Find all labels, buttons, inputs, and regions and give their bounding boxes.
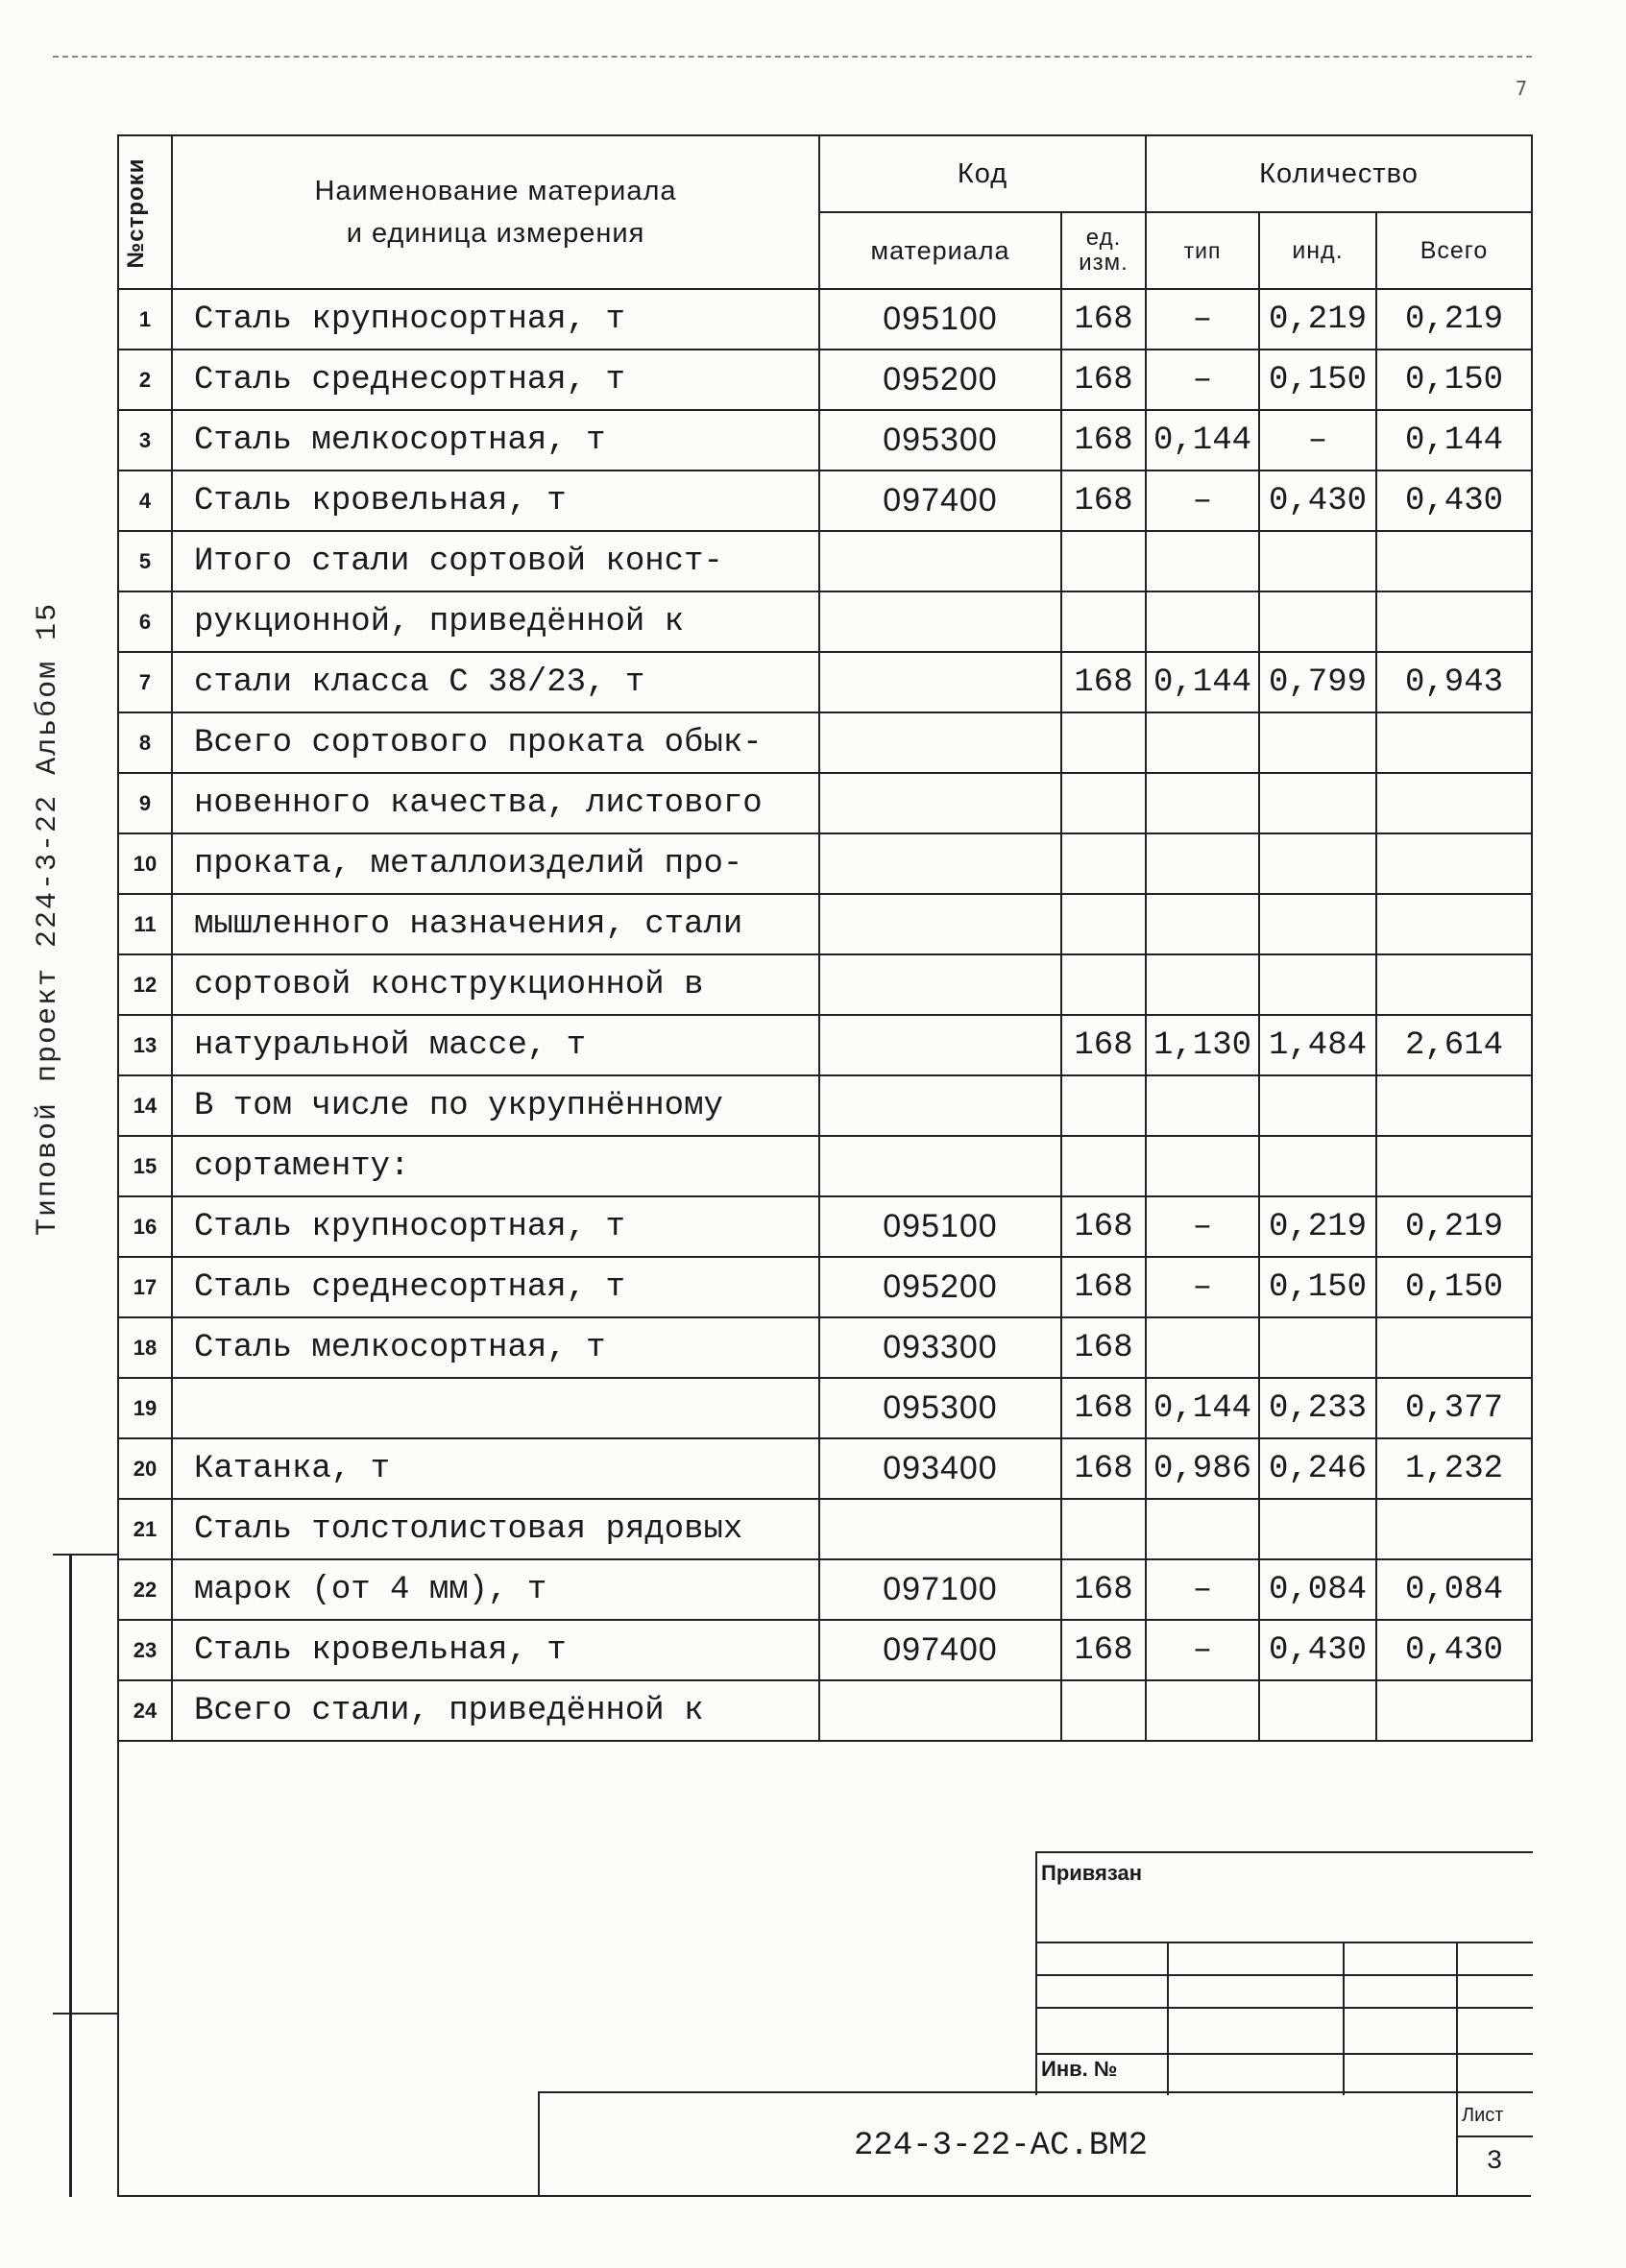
qty-type-cell: – [1146, 1257, 1259, 1317]
unit-code-cell [1061, 1136, 1146, 1196]
side-stamp-text: Типовой проект 224-3-22 Альбом 15 [32, 601, 64, 1236]
row-number-cell: 1 [118, 289, 172, 350]
material-code-cell: 097400 [819, 1620, 1061, 1680]
material-name-cell: Сталь мелкосортная, т [172, 1317, 819, 1378]
row-number-cell: 21 [118, 1499, 172, 1559]
qty-ind-cell: 0,150 [1259, 350, 1376, 410]
qty-type-cell [1146, 531, 1259, 591]
header-code: Код [819, 135, 1146, 212]
qty-ind-cell: 0,150 [1259, 1257, 1376, 1317]
unit-code-cell: 168 [1061, 1438, 1146, 1499]
row-number-cell: 12 [118, 954, 172, 1015]
material-code-cell [819, 652, 1061, 712]
table-row [118, 1499, 1532, 1559]
material-name-cell: натуральной массе, т [172, 1015, 819, 1075]
row-number-cell: 17 [118, 1257, 172, 1317]
table-row [118, 1680, 1532, 1741]
qty-type-cell: 0,144 [1146, 1378, 1259, 1438]
row-number-cell: 16 [118, 1196, 172, 1257]
row-number-cell: 13 [118, 1015, 172, 1075]
qty-total-cell: 0,430 [1376, 470, 1532, 531]
unit-code-cell [1061, 894, 1146, 954]
row-number-cell: 5 [118, 531, 172, 591]
table-row [118, 531, 1532, 591]
material-code-cell [819, 1075, 1061, 1136]
qty-total-cell [1376, 1680, 1532, 1741]
qty-type-cell [1146, 833, 1259, 894]
qty-ind-cell: 0,799 [1259, 652, 1376, 712]
table-row [118, 1620, 1532, 1680]
row-number-cell: 15 [118, 1136, 172, 1196]
material-code-cell: 093300 [819, 1317, 1061, 1378]
qty-ind-cell: 0,219 [1259, 1196, 1376, 1257]
row-number-cell: 18 [118, 1317, 172, 1378]
material-code-cell [819, 894, 1061, 954]
qty-type-cell [1146, 1680, 1259, 1741]
qty-total-cell: 0,150 [1376, 350, 1532, 410]
table-row [118, 1378, 1532, 1438]
material-name-cell: марок (от 4 мм), т [172, 1559, 819, 1620]
row-number-cell: 23 [118, 1620, 172, 1680]
qty-total-cell [1376, 954, 1532, 1015]
document-code: 224-3-22-АС.ВМ2 [853, 2128, 1149, 2164]
table-row [118, 350, 1532, 410]
material-code-cell: 093400 [819, 1438, 1061, 1499]
qty-ind-cell: 0,430 [1259, 1620, 1376, 1680]
qty-total-cell [1376, 591, 1532, 652]
row-number-cell: 10 [118, 833, 172, 894]
qty-type-cell [1146, 1317, 1259, 1378]
margin-vertical-line [69, 1554, 72, 2197]
unit-code-cell [1061, 1499, 1146, 1559]
table-row [118, 954, 1532, 1015]
qty-ind-cell [1259, 1136, 1376, 1196]
qty-total-cell [1376, 1136, 1532, 1196]
unit-code-cell: 168 [1061, 1196, 1146, 1257]
qty-type-cell [1146, 1136, 1259, 1196]
material-name-cell: Сталь толстолистовая рядовых [172, 1499, 819, 1559]
title-block [538, 2091, 1533, 2197]
material-name-cell: новенного качества, листового [172, 773, 819, 833]
material-code-cell [819, 1680, 1061, 1741]
qty-type-cell: 0,986 [1146, 1438, 1259, 1499]
material-name-cell: Сталь крупносортная, т [172, 289, 819, 350]
qty-type-cell: – [1146, 1196, 1259, 1257]
row-number-cell: 4 [118, 470, 172, 531]
row-number-cell: 8 [118, 712, 172, 773]
sheet-number: 3 [1486, 2147, 1503, 2177]
table-row [118, 1559, 1532, 1620]
material-code-cell [819, 773, 1061, 833]
material-name-cell: Сталь мелкосортная, т [172, 410, 819, 470]
unit-code-cell: 168 [1061, 410, 1146, 470]
material-name-cell: Итого стали сортовой конст- [172, 531, 819, 591]
qty-ind-cell: 0,219 [1259, 289, 1376, 350]
unit-code-cell: 168 [1061, 470, 1146, 531]
row-number-cell: 20 [118, 1438, 172, 1499]
material-code-cell: 095100 [819, 289, 1061, 350]
qty-ind-cell [1259, 712, 1376, 773]
material-code-cell: 097100 [819, 1559, 1061, 1620]
qty-ind-cell [1259, 591, 1376, 652]
material-code-cell [819, 1015, 1061, 1075]
qty-ind-cell: 1,484 [1259, 1015, 1376, 1075]
material-name-cell: Всего сортового проката обык- [172, 712, 819, 773]
qty-total-cell [1376, 712, 1532, 773]
material-code-cell: 095300 [819, 1378, 1061, 1438]
stamp-inv-label: Инв. № [1041, 2057, 1118, 2081]
header-code-material: материала [819, 212, 1061, 289]
corner-mark: 7 [1516, 77, 1528, 100]
qty-type-cell [1146, 1499, 1259, 1559]
material-name-cell: Всего стали, приведённой к [172, 1680, 819, 1741]
margin-h-line [53, 1554, 118, 1556]
qty-type-cell: – [1146, 289, 1259, 350]
table-row [118, 470, 1532, 531]
material-name-cell: Сталь среднесортная, т [172, 1257, 819, 1317]
frame-left-line [117, 1554, 119, 2197]
qty-type-cell [1146, 591, 1259, 652]
row-number-cell: 19 [118, 1378, 172, 1438]
qty-type-cell: 1,130 [1146, 1015, 1259, 1075]
unit-code-cell [1061, 1680, 1146, 1741]
qty-type-cell: – [1146, 470, 1259, 531]
qty-ind-cell [1259, 1075, 1376, 1136]
qty-total-cell [1376, 1075, 1532, 1136]
header-quantity: Количество [1146, 135, 1532, 212]
material-name-cell: Сталь крупносортная, т [172, 1196, 819, 1257]
row-number-cell: 7 [118, 652, 172, 712]
material-name-cell: Сталь кровельная, т [172, 470, 819, 531]
header-material-name: Наименование материала и единица измерения [172, 135, 819, 289]
qty-type-cell [1146, 1075, 1259, 1136]
header-code-unit: ед. изм. [1061, 212, 1146, 289]
unit-code-cell: 168 [1061, 1620, 1146, 1680]
qty-type-cell [1146, 954, 1259, 1015]
row-number-cell: 24 [118, 1680, 172, 1741]
unit-code-cell [1061, 712, 1146, 773]
qty-total-cell: 0,430 [1376, 1620, 1532, 1680]
unit-code-cell: 168 [1061, 1015, 1146, 1075]
unit-code-cell: 168 [1061, 1257, 1146, 1317]
material-code-cell [819, 531, 1061, 591]
table-row [118, 1317, 1532, 1378]
table-row [118, 410, 1532, 470]
header-qty-type: тип [1146, 212, 1259, 289]
table-body [118, 289, 1532, 1741]
row-number-cell: 6 [118, 591, 172, 652]
unit-code-cell [1061, 954, 1146, 1015]
qty-total-cell [1376, 773, 1532, 833]
material-name-cell: Сталь среднесортная, т [172, 350, 819, 410]
table-row [118, 652, 1532, 712]
qty-ind-cell [1259, 833, 1376, 894]
material-code-cell [819, 1499, 1061, 1559]
qty-total-cell [1376, 1317, 1532, 1378]
sheet-label: Лист [1462, 2105, 1504, 2126]
qty-total-cell: 0,150 [1376, 1257, 1532, 1317]
qty-total-cell: 2,614 [1376, 1015, 1532, 1075]
unit-code-cell [1061, 833, 1146, 894]
unit-code-cell: 168 [1061, 1317, 1146, 1378]
material-code-cell: 095200 [819, 1257, 1061, 1317]
qty-type-cell [1146, 712, 1259, 773]
material-name-cell: Сталь кровельная, т [172, 1620, 819, 1680]
qty-total-cell: 0,219 [1376, 1196, 1532, 1257]
material-name-cell: рукционной, приведённой к [172, 591, 819, 652]
row-number-cell: 3 [118, 410, 172, 470]
qty-ind-cell [1259, 773, 1376, 833]
material-code-cell [819, 954, 1061, 1015]
qty-ind-cell: 0,084 [1259, 1559, 1376, 1620]
header-qty-total: Всего [1376, 212, 1532, 289]
qty-total-cell: 0,084 [1376, 1559, 1532, 1620]
material-name-cell: проката, металлоизделий про- [172, 833, 819, 894]
row-number-cell: 14 [118, 1075, 172, 1136]
material-name-cell: В том числе по укрупнённому [172, 1075, 819, 1136]
qty-ind-cell: 0,430 [1259, 470, 1376, 531]
unit-code-cell: 168 [1061, 1559, 1146, 1620]
unit-code-cell: 168 [1061, 1378, 1146, 1438]
header-qty-ind: инд. [1259, 212, 1376, 289]
table-row [118, 591, 1532, 652]
material-name-cell: стали класса С 38/23, т [172, 652, 819, 712]
qty-total-cell [1376, 894, 1532, 954]
material-table [117, 134, 1533, 1742]
qty-total-cell: 0,943 [1376, 652, 1532, 712]
qty-type-cell: – [1146, 350, 1259, 410]
material-code-cell: 095300 [819, 410, 1061, 470]
unit-code-cell: 168 [1061, 350, 1146, 410]
unit-code-cell [1061, 531, 1146, 591]
unit-code-cell [1061, 1075, 1146, 1136]
material-code-cell [819, 712, 1061, 773]
qty-total-cell [1376, 1499, 1532, 1559]
qty-type-cell: – [1146, 1620, 1259, 1680]
material-code-cell [819, 591, 1061, 652]
material-code-cell [819, 1136, 1061, 1196]
table-row [118, 1136, 1532, 1196]
material-name-cell: сортовой конструкционной в [172, 954, 819, 1015]
top-border-line [53, 56, 1532, 58]
qty-type-cell: 0,144 [1146, 410, 1259, 470]
attachment-stamp [1035, 1851, 1533, 2095]
material-name-cell: сортаменту: [172, 1136, 819, 1196]
unit-code-cell: 168 [1061, 289, 1146, 350]
stamp-attached-label: Привязан [1041, 1861, 1143, 1885]
material-code-cell [819, 833, 1061, 894]
material-code-cell: 095200 [819, 350, 1061, 410]
qty-ind-cell: – [1259, 410, 1376, 470]
row-number-cell: 2 [118, 350, 172, 410]
table-row [118, 773, 1532, 833]
qty-ind-cell: 0,246 [1259, 1438, 1376, 1499]
unit-code-cell [1061, 773, 1146, 833]
qty-ind-cell: 0,233 [1259, 1378, 1376, 1438]
header-row-number: №строки [118, 135, 172, 289]
material-code-cell: 097400 [819, 470, 1061, 531]
table-row [118, 894, 1532, 954]
material-name-cell [172, 1378, 819, 1438]
qty-total-cell: 0,377 [1376, 1378, 1532, 1438]
qty-type-cell: – [1146, 1559, 1259, 1620]
row-number-cell: 9 [118, 773, 172, 833]
table-row [118, 1257, 1532, 1317]
qty-total-cell: 0,219 [1376, 289, 1532, 350]
table-row [118, 1438, 1532, 1499]
qty-type-cell: 0,144 [1146, 652, 1259, 712]
unit-code-cell: 168 [1061, 652, 1146, 712]
table-row [118, 289, 1532, 350]
material-name-cell: Катанка, т [172, 1438, 819, 1499]
qty-total-cell: 1,232 [1376, 1438, 1532, 1499]
qty-ind-cell [1259, 531, 1376, 591]
qty-total-cell [1376, 833, 1532, 894]
margin-h-line [53, 2013, 118, 2015]
qty-ind-cell [1259, 1680, 1376, 1741]
qty-ind-cell [1259, 894, 1376, 954]
qty-total-cell: 0,144 [1376, 410, 1532, 470]
material-name-cell: мышленного назначения, стали [172, 894, 819, 954]
table-row [118, 712, 1532, 773]
table-row [118, 1196, 1532, 1257]
qty-type-cell [1146, 894, 1259, 954]
row-number-cell: 22 [118, 1559, 172, 1620]
qty-type-cell [1146, 773, 1259, 833]
table-row [118, 1075, 1532, 1136]
qty-ind-cell [1259, 1499, 1376, 1559]
qty-ind-cell [1259, 1317, 1376, 1378]
row-number-cell: 11 [118, 894, 172, 954]
table-row [118, 1015, 1532, 1075]
material-code-cell: 095100 [819, 1196, 1061, 1257]
qty-ind-cell [1259, 954, 1376, 1015]
qty-total-cell [1376, 531, 1532, 591]
unit-code-cell [1061, 591, 1146, 652]
table-row [118, 833, 1532, 894]
